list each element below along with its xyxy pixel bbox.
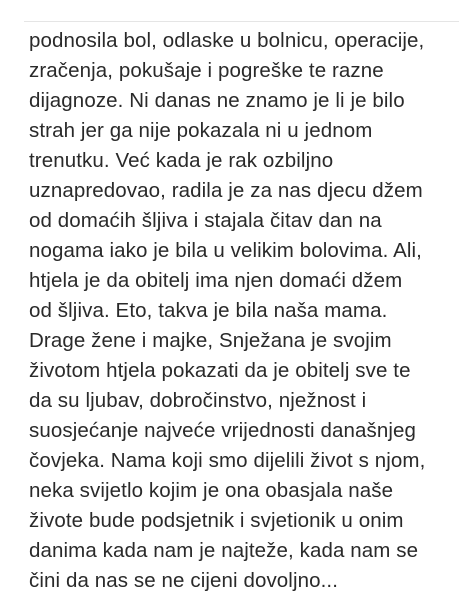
article-line: životom htjela pokazati da je obitelj sve te bbox=[29, 359, 411, 382]
article-line: danima kada nam je najteže, kada nam se bbox=[29, 539, 419, 562]
article-line: uznapredovao, radila je za nas djecu džem bbox=[29, 179, 423, 202]
article-line: nogama iako je bila u velikim bolovima. Ali, bbox=[29, 239, 422, 262]
article-line: suosjećanje najveće vrijednosti današnjeg bbox=[29, 419, 417, 442]
article-line: dijagnoze. Ni danas ne znamo je li je bilo bbox=[29, 89, 405, 112]
article-line: neka svijetlo kojim je ona obasjala naše bbox=[29, 479, 394, 502]
article-line: Drage žene i majke, Snježana je svojim bbox=[29, 329, 392, 352]
article-line: od šljiva. Eto, takva je bila naša mama. bbox=[29, 299, 388, 322]
article-line: živote bude podsjetnik i svjetionik u onim bbox=[29, 509, 404, 532]
article-line: strah jer ga nije pokazala ni u jednom bbox=[29, 119, 373, 142]
article-line: zračenja, pokušaje i pogreške te razne bbox=[29, 59, 384, 82]
article-line: trenutku. Već kada je rak ozbiljno bbox=[29, 149, 334, 172]
article-line: od domaćih šljiva i stajala čitav dan na bbox=[29, 209, 382, 232]
article-line: htjela je da obitelj ima njen domaći džem bbox=[29, 269, 403, 292]
article-line: čovjeka. Nama koji smo dijelili život s njom, bbox=[29, 449, 426, 472]
top-divider bbox=[24, 21, 459, 22]
article-line: da su ljubav, dobročinstvo, nježnost i bbox=[29, 389, 367, 412]
article-line: podnosila bol, odlaske u bolnicu, operacije, bbox=[29, 29, 425, 52]
article-body-text bbox=[29, 26, 459, 596]
article-line: čini da nas se ne cijeni dovoljno... bbox=[29, 569, 339, 592]
